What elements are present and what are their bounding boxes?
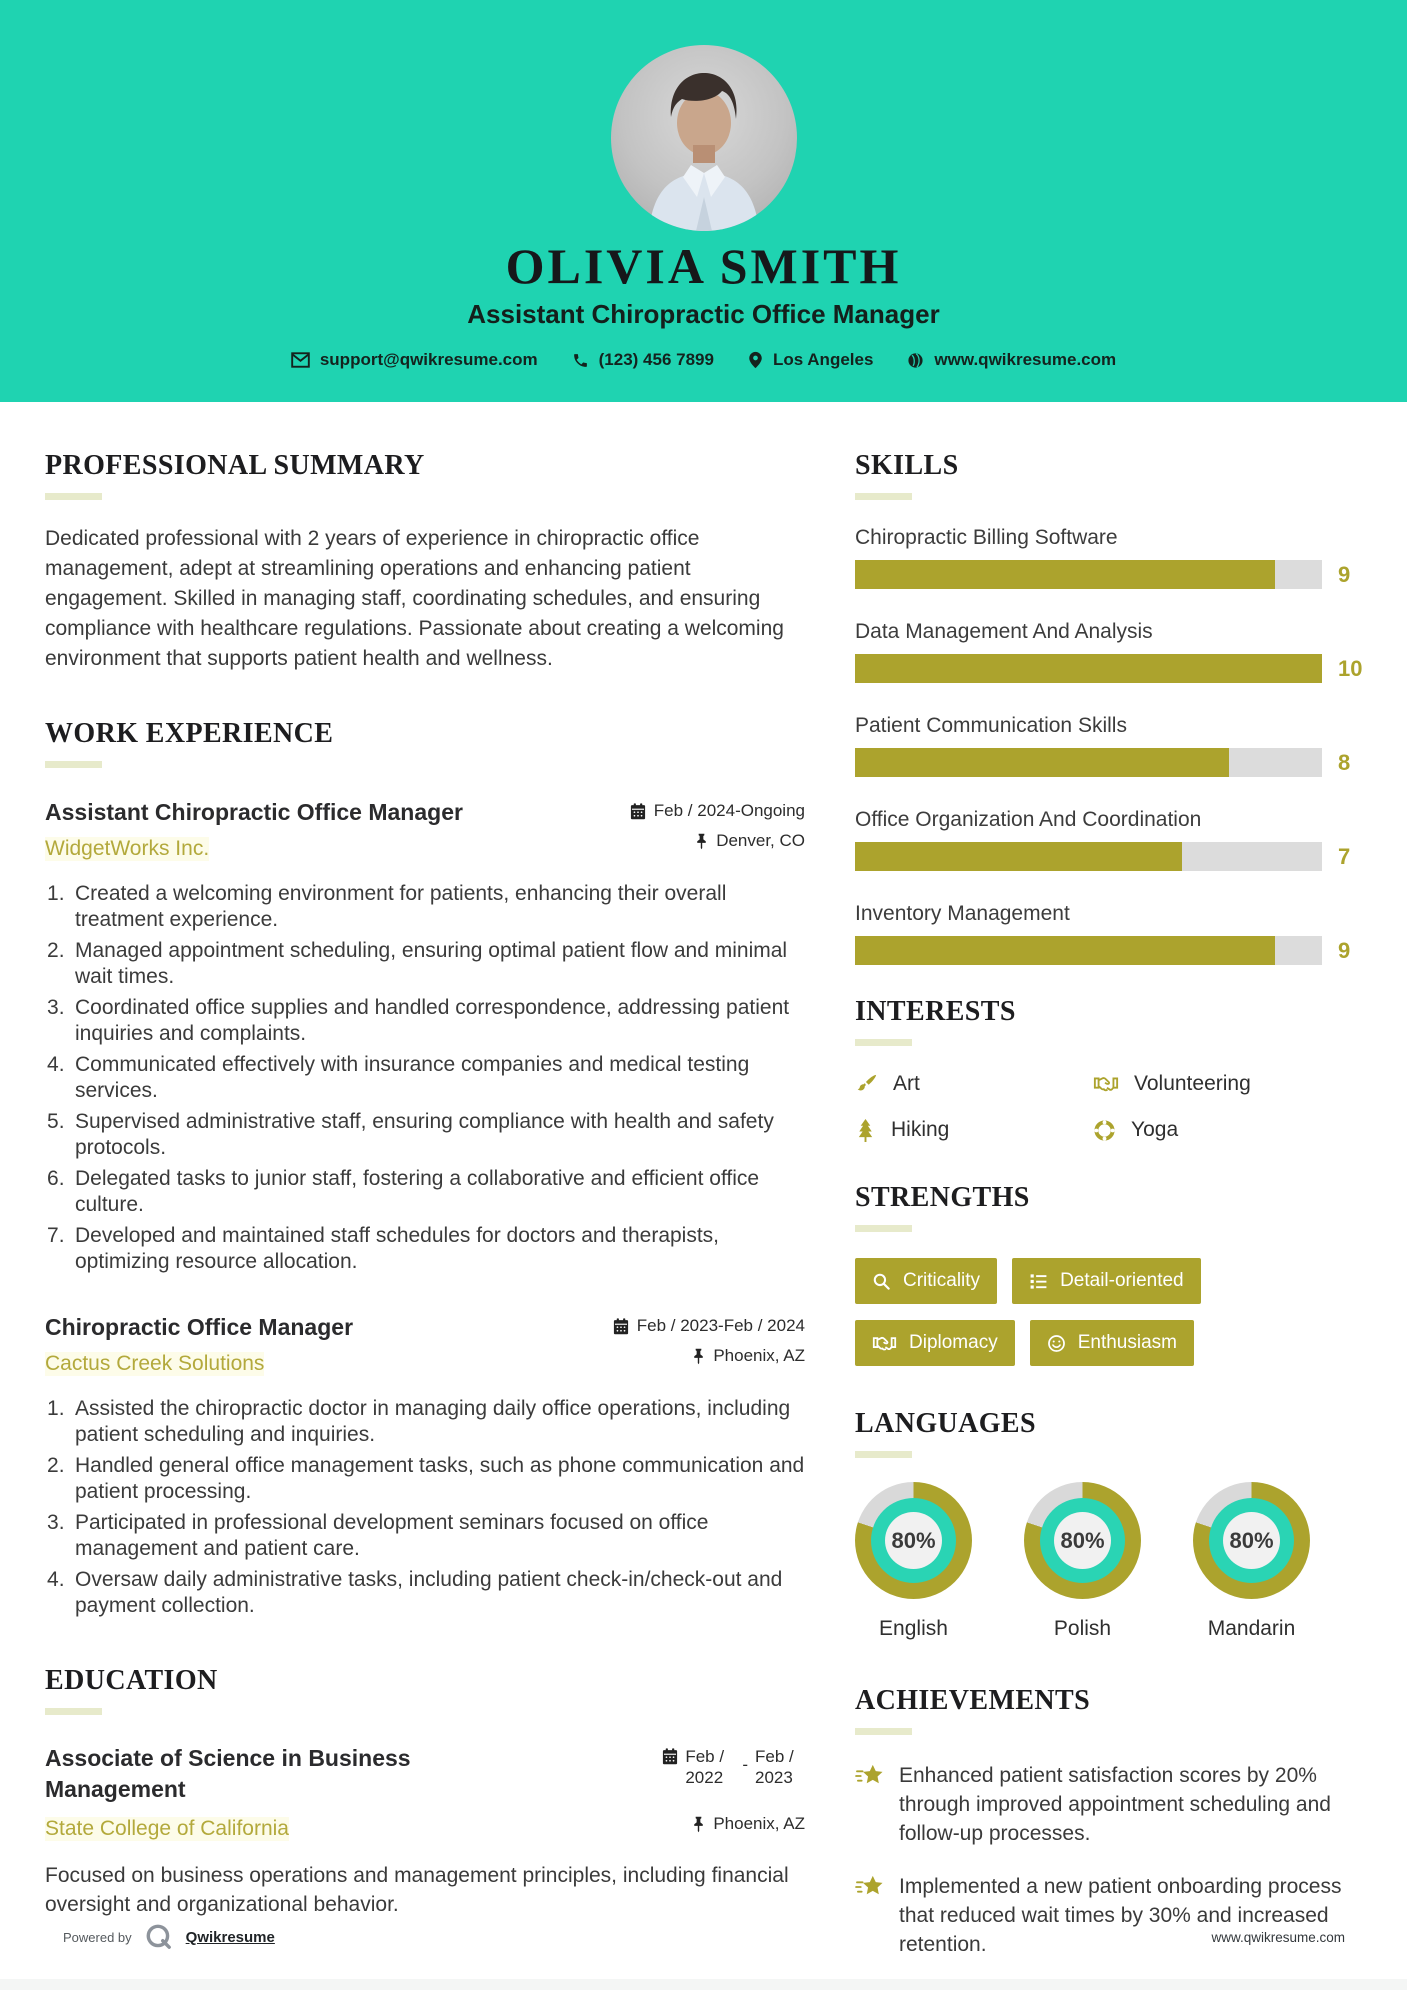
summary-heading: PROFESSIONAL SUMMARY <box>45 450 425 481</box>
interest-label: Hiking <box>891 1118 950 1141</box>
skills-heading: SKILLS <box>855 450 959 481</box>
achievements-heading: ACHIEVEMENTS <box>855 1685 1091 1716</box>
candidate-title: Assistant Chiropractic Office Manager <box>467 299 940 329</box>
job-title: Assistant Chiropractic Office Manager <box>45 799 463 825</box>
achievement-text: Enhanced patient satisfaction scores by 20% through improved appointment scheduling and follow-up processes. <box>899 1764 1331 1845</box>
strength-badge <box>1030 1320 1194 1366</box>
pushpin-icon <box>695 833 708 850</box>
contact-phone-text: (123) 456 7899 <box>598 350 714 369</box>
job-bullet-list <box>45 1396 805 1619</box>
heading-underline <box>45 761 102 768</box>
strengths-heading: STRENGTHS <box>855 1182 1030 1213</box>
education-header <box>45 1743 805 1841</box>
job-bullet: Handled general office management tasks, such as phone communication and patient processing. <box>75 1454 805 1503</box>
language-label: English <box>879 1617 948 1640</box>
job-location-text: Denver, CO <box>716 831 805 850</box>
portrait-illustration <box>611 45 797 231</box>
job-bullet: Communicated effectively with insurance companies and medical testing services. <box>75 1053 750 1102</box>
education-location <box>692 1814 805 1834</box>
bottom-strip <box>0 1979 1407 1990</box>
skill-bar-track <box>855 748 1322 777</box>
education-dates <box>662 1746 805 1788</box>
contact-row <box>291 350 1116 370</box>
language-donut-chart <box>1193 1482 1310 1599</box>
job-bullet: Developed and maintained staff schedules for doctors and therapists, optimizing resource allocation. <box>75 1224 720 1273</box>
language-label: Polish <box>1053 1617 1112 1640</box>
handshake-icon <box>1093 1074 1119 1094</box>
language-percent: 80% <box>1223 1512 1280 1569</box>
calendar-icon <box>662 1748 678 1765</box>
skill-value: 7 <box>1338 843 1351 869</box>
heading-underline <box>855 1451 912 1458</box>
job-location-text: Phoenix, AZ <box>713 1346 805 1365</box>
skill-label: Inventory Management <box>855 902 1070 925</box>
heading-underline <box>855 493 912 500</box>
job-meta <box>630 798 805 851</box>
shooting-star-icon <box>855 1874 885 1900</box>
job-date-text: Feb / 2023-Feb / 2024 <box>636 1316 805 1335</box>
job-titles <box>45 1313 353 1376</box>
strength-badge <box>855 1320 1015 1366</box>
footer <box>63 1922 1345 1952</box>
job-bullet: Assisted the chiropractic doctor in managing daily office operations, including patient scheduling and inquiries. <box>75 1397 791 1446</box>
school-name: State College of California <box>45 1817 289 1840</box>
interest-item <box>855 1118 1093 1142</box>
job-bullet: Created a welcoming environment for patients, enhancing their overall treatment experience. <box>75 882 727 931</box>
skill-bar-fill <box>855 560 1275 589</box>
heading-underline <box>855 1225 912 1232</box>
job-title: Chiropractic Office Manager <box>45 1314 354 1340</box>
job-location <box>692 1346 805 1366</box>
qwikresume-logo <box>144 1922 174 1952</box>
job-bullet-list <box>45 881 805 1275</box>
skill-bar-track <box>855 842 1322 871</box>
skill-bar <box>855 560 1360 589</box>
language-item <box>1024 1482 1141 1641</box>
job-meta <box>613 1313 805 1366</box>
skill-bar <box>855 654 1363 683</box>
work-experience-heading: WORK EXPERIENCE <box>45 718 334 749</box>
strengths-badges <box>855 1258 1275 1366</box>
smiley-icon <box>1047 1334 1066 1353</box>
degree-title: Associate of Science in Business Management <box>45 1745 411 1802</box>
interests-heading: INTERESTS <box>855 996 1016 1027</box>
phone-icon <box>572 352 589 369</box>
education-meta <box>662 1743 805 1834</box>
interests-grid <box>855 1072 1360 1142</box>
achievement-item <box>855 1761 1360 1848</box>
globe-icon <box>907 352 924 369</box>
candidate-name: OLIVIA SMITH <box>505 238 902 294</box>
job-entry <box>45 798 805 1275</box>
strength-badge <box>1012 1258 1201 1304</box>
envelope-icon <box>291 352 310 368</box>
strength-label: Enthusiasm <box>1077 1332 1177 1353</box>
languages-row <box>855 1482 1360 1641</box>
pine-tree-icon <box>855 1119 876 1142</box>
skill-value: 9 <box>1338 561 1351 587</box>
left-column <box>45 450 805 1959</box>
job-date <box>630 801 805 821</box>
section-achievements <box>855 1685 1360 1959</box>
ring-icon <box>1093 1119 1116 1142</box>
list-icon <box>1029 1272 1048 1291</box>
interest-item <box>855 1072 1093 1096</box>
job-bullet: Participated in professional development seminars focused on office management and patient care. <box>75 1511 709 1560</box>
interest-item <box>1093 1072 1360 1096</box>
job-header <box>45 798 805 861</box>
skill-label: Data Management And Analysis <box>855 620 1153 643</box>
skill-bar <box>855 936 1360 965</box>
strength-badge <box>855 1258 997 1304</box>
skill-bar-fill <box>855 654 1322 683</box>
paintbrush-icon <box>855 1073 878 1096</box>
section-work-experience <box>45 718 805 1619</box>
skills-list <box>855 526 1363 965</box>
language-label: Mandarin <box>1207 1617 1296 1640</box>
skill-bar-fill <box>855 748 1229 777</box>
job-entry <box>45 1313 805 1619</box>
job-location <box>695 831 805 851</box>
handshake-icon <box>872 1334 897 1353</box>
interest-item <box>1093 1118 1360 1142</box>
calendar-icon <box>613 1318 629 1335</box>
contact-phone <box>572 350 714 370</box>
contact-location-text: Los Angeles <box>772 350 874 369</box>
job-bullet: Supervised administrative staff, ensuring compliance with health and safety protocols. <box>75 1110 774 1159</box>
language-percent: 80% <box>1054 1512 1111 1569</box>
summary-text: Dedicated professional with 2 years of experience in chiropractic office management, adept at streamlining operations and enhancing patient engagement. Skilled in managing staff, coordinating schedules, and ensuring compliance with healthcare regulations. Passionate about creating a welcoming environment that supports patient health and wellness. <box>45 527 784 670</box>
skill-value: 9 <box>1338 937 1351 963</box>
heading-underline <box>855 1728 912 1735</box>
section-strengths <box>855 1182 1360 1366</box>
education-entry <box>45 1743 805 1919</box>
skill-label: Chiropractic Billing Software <box>855 526 1118 549</box>
contact-location <box>748 350 873 370</box>
skill-bar-fill <box>855 936 1275 965</box>
section-professional-summary <box>45 450 805 674</box>
job-bullet: Oversaw daily administrative tasks, including patient check-in/check-out and payment collection. <box>75 1568 783 1617</box>
skill-value: 8 <box>1338 749 1351 775</box>
education-date-start: Feb / 2022 <box>685 1747 725 1787</box>
section-interests <box>855 996 1360 1142</box>
language-percent: 80% <box>885 1512 942 1569</box>
header <box>0 0 1407 402</box>
job-titles <box>45 798 463 861</box>
education-date-end: Feb / 2023 <box>755 1747 794 1787</box>
job-bullet: Coordinated office supplies and handled correspondence, addressing patient inquiries and complaints. <box>75 996 790 1045</box>
language-donut-chart <box>1024 1482 1141 1599</box>
skill-bar <box>855 842 1360 871</box>
strength-label: Criticality <box>903 1270 981 1291</box>
section-skills <box>855 450 1363 965</box>
skill-bar-track <box>855 936 1322 965</box>
shooting-star-icon <box>855 1763 885 1789</box>
skill-item <box>855 714 1360 777</box>
skill-item <box>855 620 1363 683</box>
interest-label: Volunteering <box>1134 1072 1251 1095</box>
calendar-icon <box>630 803 646 820</box>
language-donut-chart <box>855 1482 972 1599</box>
pushpin-icon <box>692 1348 705 1365</box>
education-titles <box>45 1743 485 1841</box>
contact-email[interactable] <box>291 350 538 370</box>
job-company: Cactus Creek Solutions <box>45 1352 265 1375</box>
skill-bar-track <box>855 560 1322 589</box>
section-education <box>45 1665 805 1919</box>
skill-item <box>855 526 1360 589</box>
skill-bar <box>855 748 1360 777</box>
skill-item <box>855 902 1360 965</box>
map-pin-icon <box>748 351 763 369</box>
heading-underline <box>45 1708 102 1715</box>
job-bullet: Managed appointment scheduling, ensuring optimal patient flow and minimal wait times. <box>75 939 788 988</box>
education-location-text: Phoenix, AZ <box>713 1814 805 1833</box>
section-languages <box>855 1408 1360 1641</box>
achievement-text: Implemented a new patient onboarding process that reduced wait times by 30% and increased retention. <box>899 1875 1342 1956</box>
strength-label: Detail-oriented <box>1060 1270 1184 1291</box>
language-item <box>1193 1482 1310 1641</box>
pushpin-icon <box>692 1816 705 1833</box>
footer-brand-group <box>63 1922 275 1952</box>
skill-bar-track <box>855 654 1322 683</box>
interest-label: Art <box>893 1072 920 1095</box>
qwikresume-link[interactable]: Qwikresume <box>185 1928 275 1946</box>
powered-by-label: Powered by <box>63 1929 132 1945</box>
education-description: Focused on business operations and management principles, including financial oversight and organizational behavior. <box>45 1864 789 1916</box>
skill-bar-fill <box>855 842 1182 871</box>
right-column <box>855 450 1363 1959</box>
skill-value: 10 <box>1338 655 1363 681</box>
job-bullet: Delegated tasks to junior staff, fostering a collaborative and efficient office culture. <box>75 1167 760 1216</box>
job-date <box>613 1316 805 1336</box>
profile-photo <box>611 45 797 231</box>
skill-item <box>855 808 1360 871</box>
skill-label: Office Organization And Coordination <box>855 808 1202 831</box>
strength-label: Diplomacy <box>909 1332 998 1353</box>
education-heading: EDUCATION <box>45 1665 218 1696</box>
contact-website[interactable] <box>907 350 1116 370</box>
job-company: WidgetWorks Inc. <box>45 837 210 860</box>
language-item <box>855 1482 972 1641</box>
heading-underline <box>855 1039 912 1046</box>
skill-label: Patient Communication Skills <box>855 714 1127 737</box>
contact-website-text: www.qwikresume.com <box>934 350 1117 369</box>
interest-label: Yoga <box>1131 1118 1179 1141</box>
main-content <box>0 402 1407 1959</box>
heading-underline <box>45 493 102 500</box>
magnifier-icon <box>872 1272 891 1291</box>
job-header <box>45 1313 805 1376</box>
footer-website[interactable]: www.qwikresume.com <box>1211 1929 1345 1945</box>
languages-heading: LANGUAGES <box>855 1408 1036 1439</box>
date-separator: - <box>742 1755 748 1774</box>
job-date-text: Feb / 2024-Ongoing <box>653 801 805 820</box>
contact-email-text: support@qwikresume.com <box>319 350 538 369</box>
